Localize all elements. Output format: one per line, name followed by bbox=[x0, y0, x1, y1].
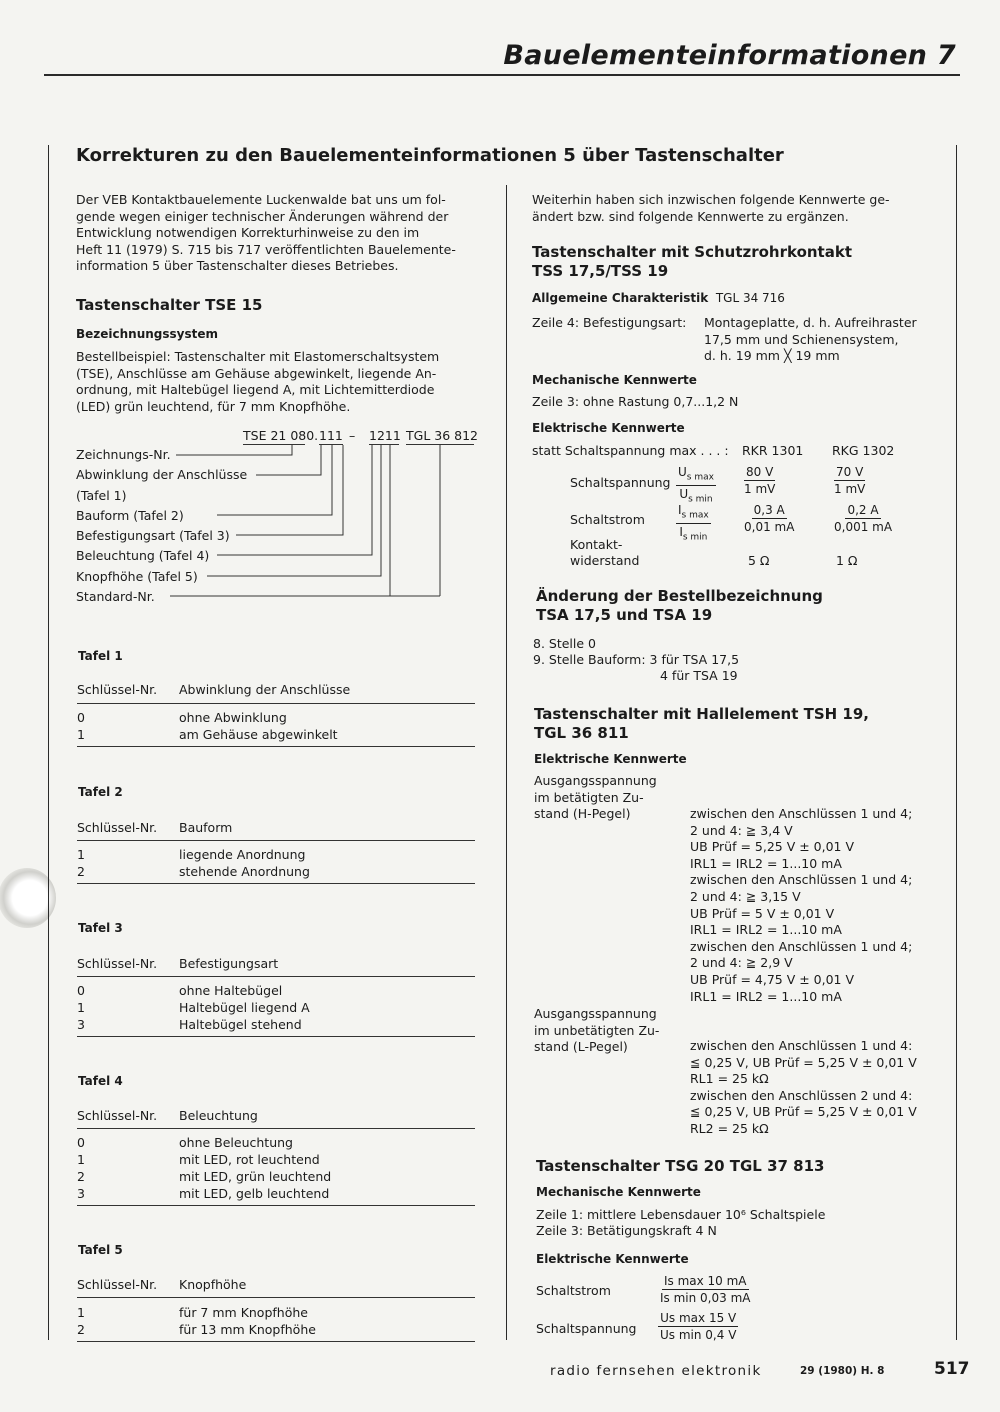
tsa-line-3: 4 für TSA 19 bbox=[660, 668, 738, 683]
legend-item: Zeichnungs-Nr. bbox=[76, 447, 171, 462]
code-part-standard: TGL 36 812 bbox=[406, 428, 478, 443]
table-cell: Haltebügel liegend A bbox=[179, 1000, 310, 1015]
tsh-h-label: Ausgangsspannung im betätigten Zu- stand (H-Pegel) bbox=[534, 773, 657, 821]
right-intro bbox=[532, 192, 932, 225]
table-cell: ohne Abwinklung bbox=[179, 710, 287, 725]
elek-heading: Elektrische Kennwerte bbox=[532, 421, 685, 435]
code-part-number: TSE 21 080. bbox=[243, 428, 319, 443]
example-line: Bestellbeispiel: Tastenschalter mit Elastomerschaltsystem bbox=[76, 349, 440, 364]
tafel-3-title: Tafel 3 bbox=[78, 921, 123, 935]
tss-heading-2: TSS 17,5/TSS 19 bbox=[532, 262, 669, 280]
rkr-label: RKR 1301 bbox=[742, 443, 804, 458]
zeile4-values bbox=[704, 315, 917, 365]
table-cell: 2 bbox=[77, 1322, 85, 1337]
tse15-heading: Tastenschalter TSE 15 bbox=[76, 296, 263, 314]
is-value-rkg: $\frac{0,2 A}{0,001 mA}$ bbox=[834, 503, 893, 534]
tsh-heading-2: TGL 36 811 bbox=[534, 724, 629, 742]
intro-line: Entwicklung notwendigen Korrekturhinweise zu den im bbox=[76, 225, 420, 241]
tsa-line-2: 9. Stelle Bauform: 3 für TSA 17,5 bbox=[533, 652, 740, 667]
table-cell: mit LED, gelb leuchtend bbox=[179, 1186, 330, 1201]
schaltstrom-label: Schaltstrom bbox=[570, 512, 645, 527]
tsg-zeile1: Zeile 1: mittlere Lebensdauer 10⁶ Schaltspiele bbox=[536, 1207, 826, 1222]
intro-line: Heft 11 (1979) S. 715 bis 717 veröffentlichten Bauelemente- bbox=[76, 241, 456, 257]
table-cell: 1 bbox=[77, 1000, 85, 1015]
legend-item: Beleuchtung (Tafel 4) bbox=[76, 548, 210, 564]
intro-line: Der VEB Kontaktbauelemente Luckenwalde bat uns um fol- bbox=[76, 192, 446, 207]
table-cell: 1 bbox=[77, 1152, 85, 1167]
tsg-schaltstrom-label: Schaltstrom bbox=[536, 1283, 611, 1298]
table-cell: 2 bbox=[77, 1169, 85, 1184]
tsh-elek-heading: Elektrische Kennwerte bbox=[534, 752, 687, 766]
tafel-5-title: Tafel 5 bbox=[78, 1243, 123, 1257]
zeile4-line: d. h. 19 mm ╳ 19 mm bbox=[704, 348, 840, 363]
tsg-is-fraction: $\frac{\text{Is max 10 mA}}{\text{Is min 0,03 mA}}$ bbox=[660, 1274, 751, 1305]
tsg-elek-heading: Elektrische Kennwerte bbox=[536, 1252, 689, 1266]
tafel-3-header-key: Schlüssel-Nr. bbox=[77, 956, 158, 971]
table-cell: 1 bbox=[77, 1305, 85, 1320]
zeile4-line: 17,5 mm und Schienensystem, bbox=[704, 331, 899, 347]
tafel-2-header-key: Schlüssel-Nr. bbox=[77, 820, 158, 835]
rkg-label: RKG 1302 bbox=[832, 443, 895, 458]
us-fraction: $\frac{U_{s max}}{U_{s min}}$ bbox=[678, 465, 714, 505]
tafel-3-header-value: Befestigungsart bbox=[179, 956, 279, 971]
example-line: ordnung, mit Haltebügel liegend A, mit Lichtemitterdiode bbox=[76, 382, 435, 398]
tafel-5-header-value: Knopfhöhe bbox=[179, 1277, 247, 1292]
table-cell: 1 bbox=[77, 727, 85, 742]
r-value-rkr: 5 Ω bbox=[748, 553, 770, 568]
table-cell: liegende Anordnung bbox=[179, 847, 306, 862]
allg-value: TGL 34 716 bbox=[715, 291, 785, 305]
tsg-heading: Tastenschalter TSG 20 TGL 37 813 bbox=[536, 1157, 825, 1175]
statt-label: statt Schaltspannung max . . . : bbox=[532, 443, 729, 458]
tsh-h-values: zwischen den Anschlüssen 1 und 4; 2 und 4: ≧ 3,4 V UB Prüf = 5,25 V ± 0,01 V IRL1 = IRL2 = 1...10 mA zwischen den Anschlüssen 1 und 4; 2 und 4: ≧ 3,15 V UB Prüf = 5 V ± 0,01 V IRL1 = IRL2 = 1...10 mA zwischen den Anschlüssen 1 und 4; 2 und 4: ≧ 2,9 V UB Prüf = 4,75 V ± 0,01 V IRL1 = IRL2 = 1...10 mA bbox=[690, 806, 913, 1004]
table-cell: stehende Anordnung bbox=[179, 864, 310, 879]
table-cell: ohne Haltebügel bbox=[179, 983, 283, 998]
legend-item: Befestigungsart (Tafel 3) bbox=[76, 528, 230, 544]
tafel-2-title: Tafel 2 bbox=[78, 785, 123, 799]
tsg-schaltspannung-label: Schaltspannung bbox=[536, 1321, 637, 1336]
code-part-1211: 1211 bbox=[369, 428, 401, 443]
legend-item: Abwinklung der Anschlüsse bbox=[76, 467, 248, 483]
table-cell: 0 bbox=[77, 1135, 85, 1150]
tafel-4-title: Tafel 4 bbox=[78, 1074, 123, 1088]
us-value-rkg: $\frac{70 V}{1 mV}$ bbox=[834, 465, 866, 496]
table-cell: mit LED, rot leuchtend bbox=[179, 1152, 320, 1167]
tafel-4-header-value: Beleuchtung bbox=[179, 1108, 258, 1123]
table-cell: am Gehäuse abgewinkelt bbox=[179, 727, 338, 742]
footer-journal: radio fernsehen elektronik bbox=[550, 1363, 762, 1379]
schaltspannung-label: Schaltspannung bbox=[570, 475, 671, 490]
r-value-rkg: 1 Ω bbox=[836, 553, 858, 568]
tafel-1-title: Tafel 1 bbox=[78, 649, 123, 663]
footer-issue: 29 (1980) H. 8 bbox=[800, 1365, 885, 1377]
tsg-zeile3: Zeile 3: Betätigungskraft 4 N bbox=[536, 1223, 717, 1238]
kontakt-label-1: Kontakt- bbox=[570, 537, 623, 552]
tsh-heading-1: Tastenschalter mit Hallelement TSH 19, bbox=[534, 705, 869, 723]
allg-label: Allgemeine Charakteristik bbox=[532, 291, 709, 305]
mech-heading: Mechanische Kennwerte bbox=[532, 373, 697, 387]
table-cell: 1 bbox=[77, 847, 85, 862]
tafel-4-header-key: Schlüssel-Nr. bbox=[77, 1108, 158, 1123]
table-cell: 0 bbox=[77, 710, 85, 725]
table-cell: 3 bbox=[77, 1017, 85, 1032]
intro-line: gende wegen einiger technischer Änderungen während der bbox=[76, 208, 449, 224]
us-value-rkr: $\frac{80 V}{1 mV}$ bbox=[744, 465, 776, 496]
table-cell: Haltebügel stehend bbox=[179, 1017, 302, 1032]
tsg-mech-heading: Mechanische Kennwerte bbox=[536, 1185, 701, 1199]
right-intro-line: Weiterhin haben sich inzwischen folgende Kennwerte ge- bbox=[532, 192, 890, 207]
table-cell: mit LED, grün leuchtend bbox=[179, 1169, 332, 1184]
code-part-111: 111 bbox=[319, 428, 343, 443]
tsa-heading-2: TSA 17,5 und TSA 19 bbox=[536, 606, 713, 624]
legend-item: Bauform (Tafel 2) bbox=[76, 507, 184, 523]
table-cell: 0 bbox=[77, 983, 85, 998]
tsg-us-fraction: $\frac{\text{Us max 15 V}}{\text{Us min 0,4 V}}$ bbox=[660, 1311, 737, 1342]
table-cell: für 13 mm Knopfhöhe bbox=[179, 1322, 316, 1337]
is-fraction: $\frac{I_{s max}}{I_{s min}}$ bbox=[678, 503, 709, 543]
tafel-2-header-value: Bauform bbox=[179, 820, 233, 835]
tsh-l-values: zwischen den Anschlüssen 1 und 4: ≦ 0,25 V, UB Prüf = 5,25 V ± 0,01 V RL1 = 25 kΩ zwischen den Anschlüssen 2 und 4: ≦ 0,25 V, UB Prüf = 5,25 V ± 0,01 V RL2 = 25 kΩ bbox=[690, 1038, 917, 1136]
table-cell: 3 bbox=[77, 1186, 85, 1201]
zeile3-text: Zeile 3: ohne Rastung 0,7...1,2 N bbox=[532, 394, 739, 409]
table-cell: für 7 mm Knopfhöhe bbox=[179, 1305, 308, 1320]
zeile4-line: Montageplatte, d. h. Aufreihraster bbox=[704, 315, 917, 330]
zeile4-label: Zeile 4: Befestigungsart: bbox=[532, 315, 687, 330]
intro-line: information 5 über Tastenschalter dieses Betriebes. bbox=[76, 258, 399, 274]
example-line: (LED) grün leuchtend, für 7 mm Knopfhöhe. bbox=[76, 398, 351, 414]
tse15-subheading: Bezeichnungssystem bbox=[76, 327, 219, 341]
article-title: Korrekturen zu den Bauelementeinformationen 5 über Tastenschalter bbox=[76, 145, 784, 166]
code-part-dash: – bbox=[349, 428, 356, 443]
tsh-l-label: Ausgangsspannung im unbetätigten Zu- stand (L-Pegel) bbox=[534, 1006, 660, 1054]
legend-item: Knopfhöhe (Tafel 5) bbox=[76, 568, 198, 584]
legend-item: (Tafel 1) bbox=[76, 487, 127, 503]
tss-heading-1: Tastenschalter mit Schutzrohrkontakt bbox=[532, 243, 852, 261]
tafel-1-header-key: Schlüssel-Nr. bbox=[77, 682, 158, 697]
table-cell: ohne Beleuchtung bbox=[179, 1135, 293, 1150]
example-line: (TSE), Anschlüsse am Gehäuse abgewinkelt, liegende An- bbox=[76, 365, 437, 381]
page-number: 517 bbox=[934, 1359, 970, 1379]
right-intro-line: ändert bzw. sind folgende Kennwerte zu ergänzen. bbox=[532, 208, 849, 224]
tsa-line-1: 8. Stelle 0 bbox=[533, 636, 596, 651]
table-cell: 2 bbox=[77, 864, 85, 879]
tsa-heading-1: Änderung der Bestellbezeichnung bbox=[536, 587, 823, 605]
tafel-1-header-value: Abwinklung der Anschlüsse bbox=[179, 682, 351, 697]
legend-item: Standard-Nr. bbox=[76, 589, 155, 605]
tafel-5-header-key: Schlüssel-Nr. bbox=[77, 1277, 158, 1292]
is-value-rkr: $\frac{0,3 A}{0,01 mA}$ bbox=[744, 503, 795, 534]
page-header-title: Bauelementeinformationen 7 bbox=[503, 40, 956, 71]
kontakt-label-2: widerstand bbox=[570, 553, 640, 568]
